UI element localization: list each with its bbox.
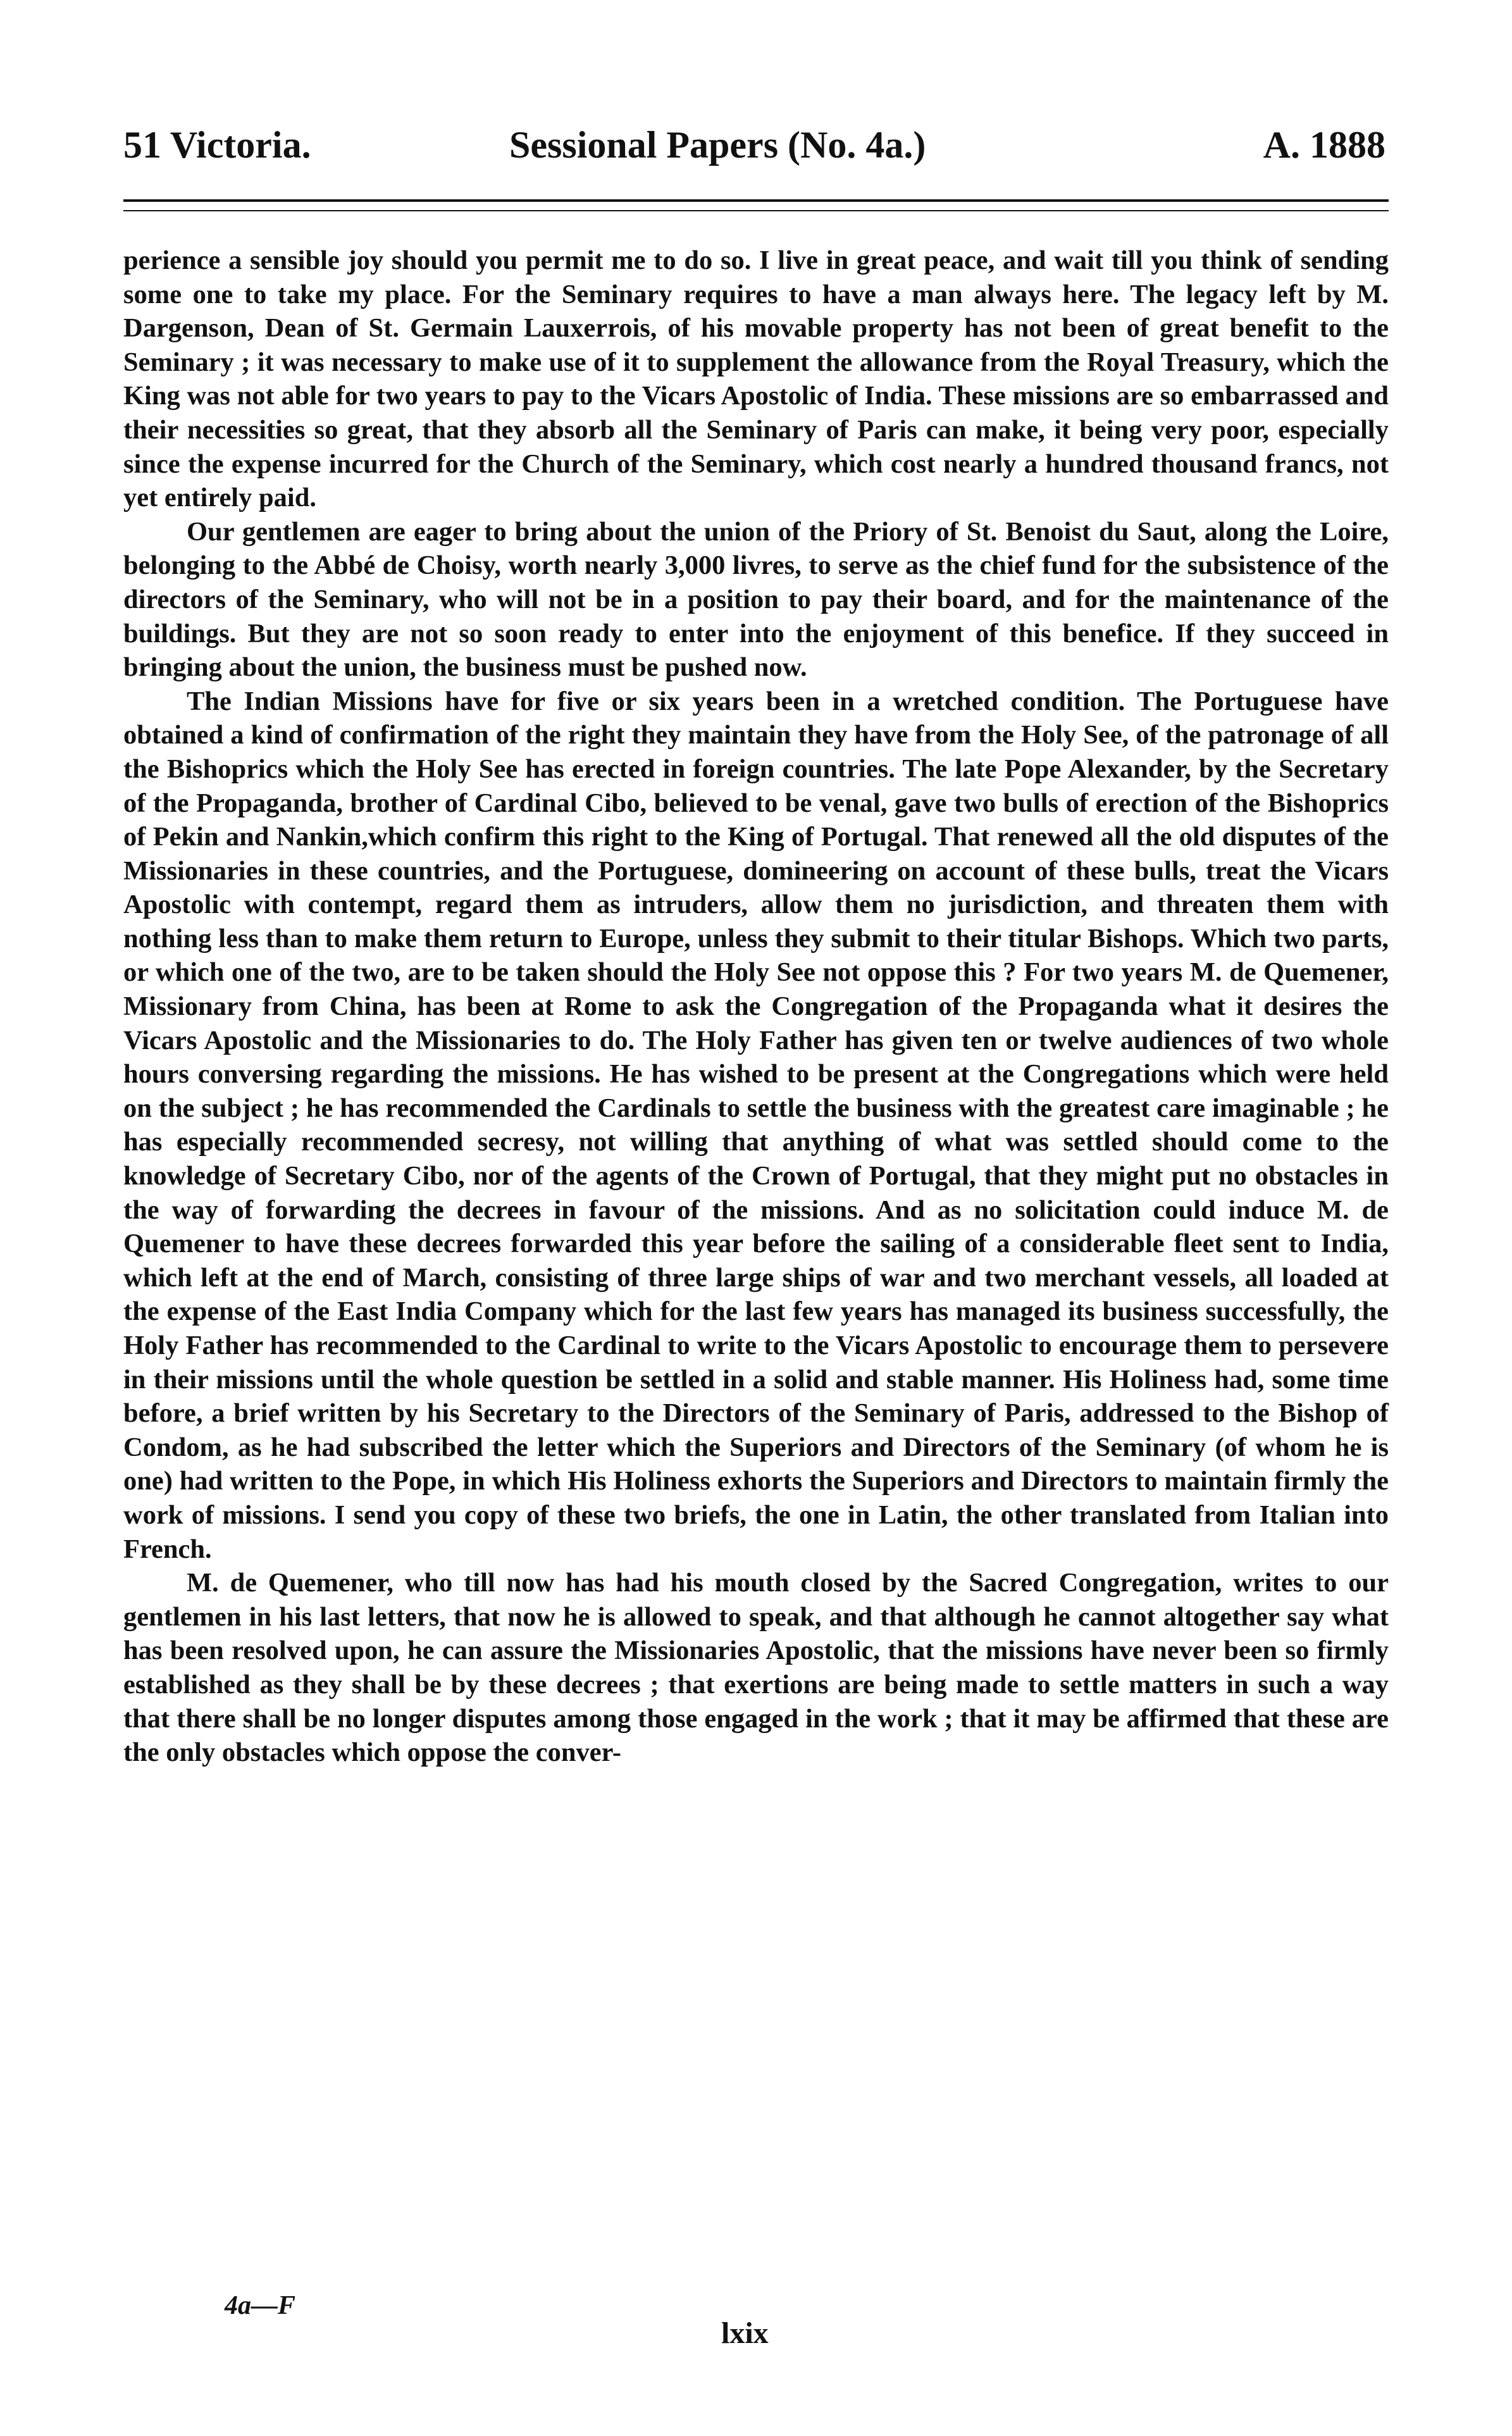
body-text — [123, 244, 1389, 1770]
paragraph-1: perience a sensible joy should you permit me to do so. I live in great peace, and wait till you think of sending some one to take my place. For the Seminary requires to have a man always here. The legacy left by M. Dargenson, Dean of St. Germain Lauxerrois, of his movable property has not been of great benefit to the Seminary ; it was necessary to make use of it to supplement the allowance from the Royal Treasury, which the King was not able for two years to pay to the Vicars Apostolic of India. These missions are so embarrassed and their necessities so great, that they absorb all the Seminary of Paris can make, it being very poor, especially since the expense incurred for the Church of the Seminary, which cost nearly a hundred thousand francs, not yet entirely paid. — [123, 245, 1389, 513]
page-header — [123, 123, 1385, 180]
page-number: lxix — [721, 2316, 769, 2350]
paragraph-2: Our gentlemen are eager to bring about the union of the Priory of St. Benoist du Saut, along the Loire, belonging to the Abbé de Choisy, worth nearly 3,000 livres, to serve as the chief fund for the subsistence of the directors of the Seminary, who will not be in a position to pay their board, and for the maintenance of the buildings. But they are not so soon ready to enter into the enjoyment of this benefice. If they succeed in bringing about the union, the business must be pushed now. — [123, 516, 1389, 683]
paragraph-4: M. de Quemener, who till now has had his mouth closed by the Sacred Congregation, writes to our gentlemen in his last letters, that now he is allowed to speak, and that although he cannot altogether say what has been resolved upon, he can assure the Missionaries Apostolic, that the missions have never been so firmly established as they shall be by these decrees ; that exertions are being made to settle matters in such a way that there shall be no longer disputes among those engaged in the work ; that it may be affirmed that these are the only obstacles which oppose the conver- — [123, 1568, 1389, 1768]
header-year: A. 1888 — [1263, 124, 1385, 166]
header-rule-thick — [123, 199, 1389, 202]
paragraph-3: The Indian Missions have for five or six years been in a wretched condition. The Portuguese have obtained a kind of confirmation of the right they maintain they have from the Holy See, of the patronage of all the Bishoprics which the Holy See has erected in foreign countries. The late Pope Alexander, by the Secretary of the Propaganda, brother of Cardinal Cibo, believed to be venal, gave two bulls of erection of the Bishoprics of Pekin and Nankin,which confirm this right to the King of Portugal. That renewed all the old disputes of the Missionaries in these countries, and the Portuguese, domineering on account of these bulls, treat the Vicars Apostolic with contempt, regard them as intruders, allow them no jurisdiction, and threaten them with nothing less than to make them return to Europe, unless they submit to their titular Bishops. Which two parts, or which one of the two, are to be taken should the Holy See not oppose this ? For two years M. de Quemener, Missionary from China, has been at Rome to ask the Congregation of the Propaganda what it desires the Vicars Apostolic and the Missionaries to do. The Holy Father has given ten or twelve audiences of two whole hours conversing regarding the missions. He has wished to be present at the Congregations which were held on the subject ; he has recommended the Cardinals to settle the business with the greatest care imaginable ; he has especially recommended secresy, not willing that anything of what was settled should come to the knowledge of Secretary Cibo, nor of the agents of the Crown of Portugal, that they might put no obstacles in the way of forwarding the decrees in favour of the missions. And as no solicitation could induce M. de Quemener to have these decrees forwarded this year before the sailing of a considerable fleet sent to India, which left at the end of March, consisting of three large ships of war and two merchant vessels, all loaded at the expense of the East India Company which for the last few years has managed its business successfully, the Holy Father has recommended to the Cardinal to write to the Vicars Apostolic to encourage them to persevere in their missions until the whole question be settled in a solid and stable manner. His Holiness had, some time before, a brief written by his Secretary to the Directors of the Seminary of Paris, addressed to the Bishop of Condom, as he had subscribed the letter which the Superiors and Directors of the Seminary (of whom he is one) had written to the Pope, in which His Holiness exhorts the Superiors and Directors to maintain firmly the work of missions. I send you copy of these two briefs, the one in Latin, the other translated from Italian into French. — [123, 686, 1389, 1564]
header-volume: 51 Victoria. — [123, 124, 311, 166]
header-rule-thin — [123, 210, 1389, 211]
signature-mark: 4a—F — [225, 2291, 296, 2320]
header-title: Sessional Papers (No. 4a.) — [509, 124, 926, 166]
